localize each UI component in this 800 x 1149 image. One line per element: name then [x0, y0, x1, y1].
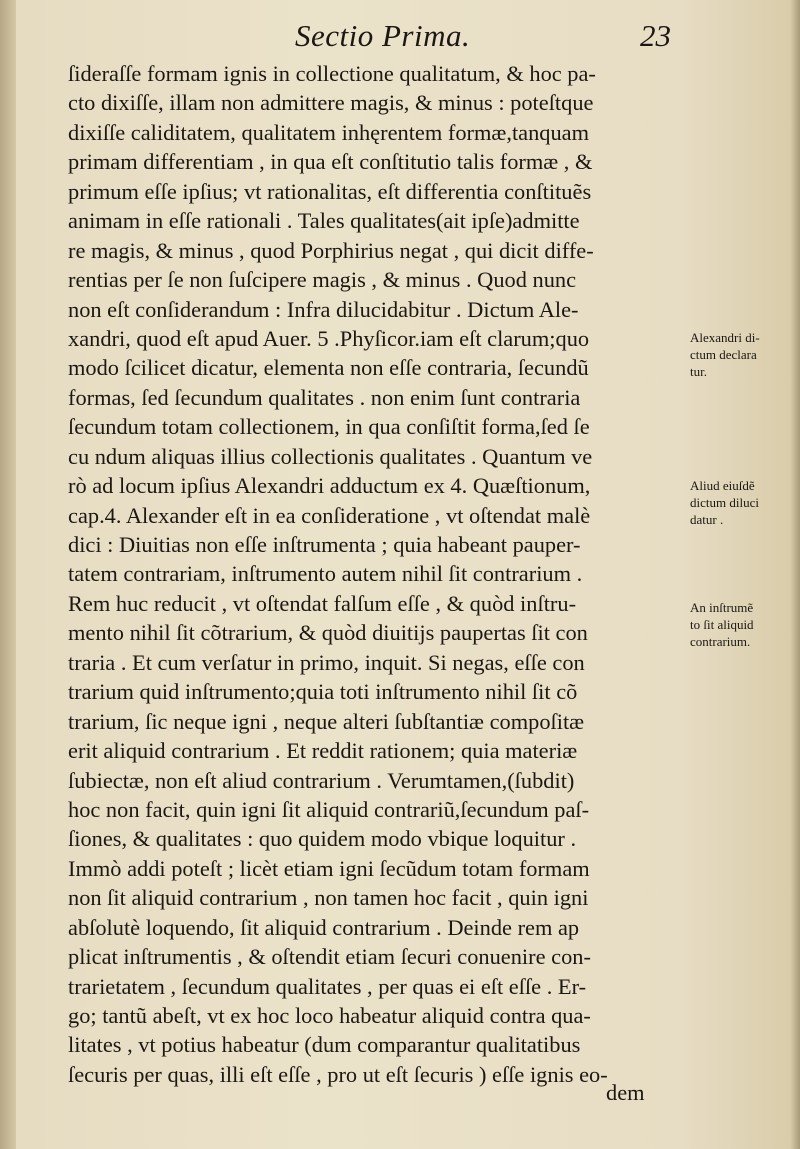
text-line: erit aliquid contrarium . Et reddit rationem; quia materiæ [68, 738, 578, 764]
text-line: ſubiectæ, non eſt aliud contrarium . Verumtamen,(ſubdit) [68, 767, 575, 793]
text-line: litates , vt potius habeatur (dum comparantur qualitatibus [68, 1032, 581, 1058]
margin-note-line: to ſit aliquid [690, 617, 754, 632]
margin-note-aliud [690, 477, 800, 528]
text-line: trarium quid inſtrumento;quia toti inſtrumento nihil ſit cõ [68, 679, 578, 705]
text-line: go; tantũ abeſt, vt ex hoc loco habeatur aliquid contra qua- [68, 1003, 591, 1028]
margin-note-line: Aliud eiuſdẽ [690, 478, 755, 493]
page-number: 23 [640, 18, 671, 53]
text-line: cto dixiſſe, illam non admittere magis, & minus : poteſtque [68, 90, 594, 116]
text-line: mento nihil ſit cõtrarium, & quòd diuitijs paupertas ſit con [68, 620, 588, 646]
catchword: dem [606, 1080, 645, 1105]
text-line: non eſt conſiderandum : Infra dilucidabitur . Dictum Ale- [68, 296, 579, 322]
text-line: animam in eſſe rationali . Tales qualitates(ait ipſe)admitte [68, 208, 580, 234]
text-line: traria . Et cum verſatur in primo, inquit. Si negas, eſſe con [68, 649, 585, 675]
text-line: trarium, ſic neque igni , neque alteri ſubſtantiæ compoſitæ [68, 708, 585, 734]
text-line: abſolutè loquendo, ſit aliquid contrarium . Deinde rem ap [68, 914, 580, 940]
margin-note-line: Alexandri di- [690, 330, 760, 345]
margin-note-line: ctum declara [690, 347, 757, 362]
text-line: non ſit aliquid contrarium , non tamen hoc facit , quin igni [68, 885, 589, 911]
text-line: ſiones, & qualitates : quo quidem modo vbique loquitur . [68, 826, 577, 852]
page-gutter [0, 0, 16, 1149]
text-line: hoc non facit, quin igni ſit aliquid contrariũ,ſecundum paſ- [68, 796, 590, 822]
text-line: cu ndum aliquas illius collectionis qualitates . Quantum ve [68, 443, 593, 469]
text-line: Rem huc reducit , vt oſtendat falſum eſſe , & quòd inſtru- [68, 590, 577, 616]
margin-note-alexandri [690, 329, 800, 380]
margin-note-line: tur. [690, 364, 707, 379]
text-line: dici : Diuitias non eſſe inſtrumenta ; quia habeant pauper- [68, 532, 581, 557]
text-line: formas, ſed ſecundum qualitates . non enim ſunt contraria [68, 384, 581, 410]
margin-note-line: datur . [690, 512, 724, 527]
text-line: dixiſſe caliditatem, qualitatem inhęrentem formæ,tanquam [68, 119, 590, 145]
margin-note-line: contrarium. [690, 634, 751, 649]
text-line: trarietatem , ſecundum qualitates , per quas ei eſt eſſe . Er- [68, 973, 587, 999]
page-edge [790, 0, 800, 1149]
margin-note-line: An inſtrumẽ [690, 600, 754, 615]
running-head: Sectio Prima. [295, 18, 471, 53]
text-line: rò ad locum ipſius Alexandri adductum ex 4. Quæſtionum, [68, 473, 591, 499]
text-line: modo ſcilicet dicatur, elementa non eſſe contraria, ſecundũ [68, 355, 589, 381]
main-text-block [68, 59, 680, 1089]
text-line: tatem contrariam, inſtrumento autem nihil ſit contrarium . [68, 561, 583, 587]
text-line: ſecundum totam collectionem, in qua conſiſtit forma,ſed ſe [68, 414, 590, 440]
text-line: rentias per ſe non ſuſcipere magis , & minus . Quod nunc [68, 267, 577, 293]
text-line: ſecuris per quas, illi eſt eſſe , pro ut eſt ſecuris ) eſſe ignis eo- [68, 1061, 608, 1087]
text-line: primam differentiam , in qua eſt conſtitutio talis formæ , & [68, 149, 593, 175]
text-line: plicat inſtrumentis , & oſtendit etiam ſecuri conuenire con- [68, 944, 591, 970]
text-line: xandri, quod eſt apud Auer. 5 .Phyſicor.iam eſt clarum;quo [68, 325, 590, 351]
margin-note-instrumento [690, 599, 800, 650]
text-line: ſideraſſe formam ignis in collectione qualitatum, & hoc pa- [68, 61, 596, 86]
text-line: primum eſſe ipſius; vt rationalitas, eſt differentia conſtituẽs [68, 178, 592, 204]
text-line: cap.4. Alexander eſt in ea conſideratione , vt oſtendat malè [68, 502, 591, 528]
margin-note-line: dictum diluci [690, 495, 759, 510]
text-line: re magis, & minus , quod Porphirius negat , qui dicit diffe- [68, 237, 594, 263]
text-line: Immò addi poteſt ; licèt etiam igni ſecũdum totam formam [68, 855, 590, 881]
